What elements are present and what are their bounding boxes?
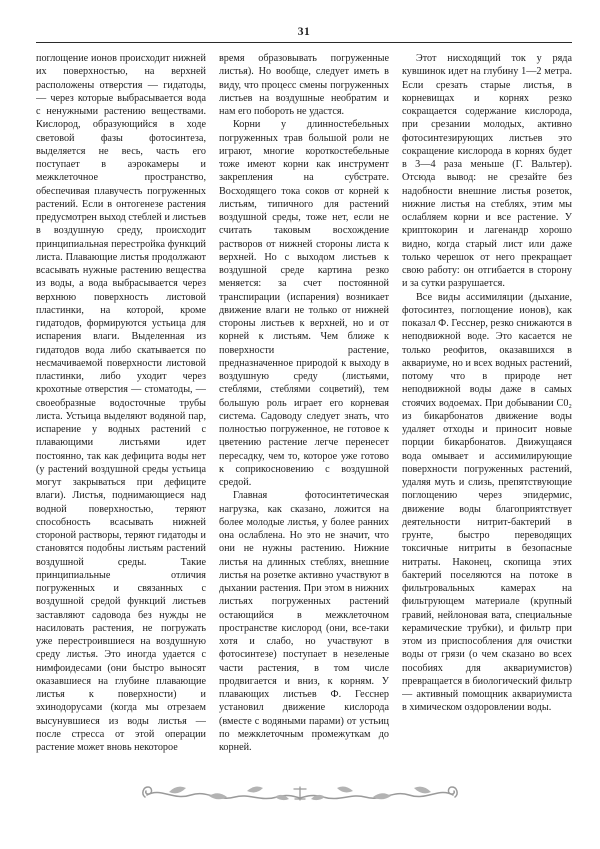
column-2 (219, 52, 389, 794)
column-3 (402, 52, 572, 794)
header-rule (36, 42, 572, 43)
text-columns (36, 52, 572, 794)
page-header (36, 0, 572, 38)
paragraph: поглощение ионов происходит нижней их поверхностью, на верхней расположены отверстия — гидатоды, — через которые выбрасывается вода с ненужными растению веществами. Кислород, образующийся в ходе световой фазы фотосинтеза, выделяется не весь, часть его поступает в аэрокамеры и межклеточное пространство, обеспечивая плавучесть погруженных растений. Если в онтогенезе растения предусмотрен выход стеблей и листьев в воздушную среду, происходит принципиальная перестройка функций листа. Плавающие листья продолжают всасывать нужные растению вещества из воды, а вода выбрасывается через верхнюю поверхность листовой пластинки, на которой, кроме гидатодов, формируются устьица для испарения влаги. Выделенная из гидатодов вода либо скатывается по несмачиваемой поверхности листовой пластинки, либо уходит через крохотные отверстия — стоматоды, — своеобразные водосточные трубы листа. Устьица выделяют водяной пар, испарение у водных растений с плавающими листьями идет постоянно, так как дефицита воды нет (у растений воздушной среды устьица могут закрываться при дефиците влаги). Листья, поднимающиеся над водной поверхностью, теряют способность всасывать нижней стороной растворы, теряют гидатоды и становятся подобны листьям растений воздушной среды. Такие принципиальные отличия погруженных и связанных с воздушной средой функций листьев заставляют садовода без нужды не насиловать растения, не погружать уже перестроившиеся на воздушную среду листья. Это иногда удается с нимфоидесами (они быстро выносят оказавшиеся на глубине плавающие листья к поверхности) и эхинодорусами (когда мы отрезаем высунувшиеся из воды листья — после стресса от этой операции растение может вновь некоторое (36, 53, 206, 753)
paragraph: Корни у длинностебельных погруженных трав большой роли не играют, многие короткостебельные тоже имеют корни как инструмент закрепления на субстрате. Восходящего тока соков от корней к листьям, типичного для растений воздушной среды, тоже нет, если не считать таковым восхождение растворов от нижней стороны листа к верхней. Но с выходом листьев к воздушной среде картина резко меняется: за счет постоянной транспирации (испарения) возникает движение влаги не только от нижней стороны листьев к верхней, но и от корней к листьям. Чем ближе к поверхности растение, предназначенное природой к выходу в воздушную среду (листьями, стеблями, стеблями соцветий), тем большую роль играет его корневая система. Садоводу следует знать, что полностью погруженное, не готовое к цветению растение легче перенесет пересадку, чем то, которое уже готово к соприкосновению с воздушной средой. (219, 119, 389, 488)
footer-flourish-icon (0, 780, 600, 813)
paragraph: Все виды ассимиляции (дыхание, фотосинтез, поглощение ионов), как показал Ф. Гесснер, резко снижаются в неподвижной воде. Это касается не только реофитов, оказавшихся в аквариуме, но и всех водных растений, потому что в природе нет неподвижной воды даже в самых стоячих водоемах. При добывании С0₂ из бикарбонатов движение воды удаляет отходы и приносит новые порции бикарбонатов. Движущаяся вода омывает и ассимилирующие поверхности погруженных растений, удаляя муть и слизь, препятствующие поглощению через эпидермис, движение воды благоприятствует деятельности нитрит-бактерий в грунте, быстро переводящих токсичные нитриты в безопасные нитраты. Наконец, скопища этих бактерий поселяются на потоке в фильтровальных камерах на фильтрующем материале (крупный гравий, нейлоновая вата, специальные керамические трубки), и фильтр при этом из приспособления для очистки воды от грязи (о чем сказано во всех пособиях для аквариумистов) превращается в биологический фильтр — активный помощник аквариумиста в химическом оздоровлении воды. (402, 291, 572, 714)
page-number: 31 (297, 26, 311, 38)
paragraph: Главная фотосинтетическая нагрузка, как сказано, ложится на более молодые листья, у более ранних она ослаблена. Но это не значит, что они не нужны растению. Нижние листья на длинных стеблях, внешние листья на розетке активно участвуют в дыхании растения. При этом в нижних листьях погруженных растений остающийся в межклеточном пространстве кислород (они, все-таки хотя и слабо, но участвуют в фотосинтезе) поступает в незеленые части растения, в том числе продвигается и вниз, к корням. У плавающих листьев Ф. Гесснер установил движение кислорода (вместе с водяными парами) от устьиц по межклеточным промежуткам до корней. (219, 490, 389, 753)
paragraph: Этот нисходящий ток у ряда кувшинок идет на глубину 1—2 метра. Если срезать старые листья, в корневищах и корнях резко сокращается содержание кислорода, при срезании молодых, активно фотосинтезирующих листьев это сокращение кислорода в корнях будет в 3—4 раза меньше (Г. Вальтер). Отсюда вывод: не срезайте без надобности внешние листья розеток, нижние листья на стеблях, этим мы ослабляем корни и все растение. У криптокорин и лагенандр хорошо видно, когда старый лист или даже только черешок от него прекращает свою работу: он отгибается в сторону и за сутки разрушается. (402, 53, 572, 290)
column-1 (36, 52, 206, 794)
paragraph: время образовывать погруженные листья). Но вообще, следует иметь в виду, что процесс смены погруженных листьев на воздушные необратим и нам его побороть не удастся. (219, 53, 389, 117)
